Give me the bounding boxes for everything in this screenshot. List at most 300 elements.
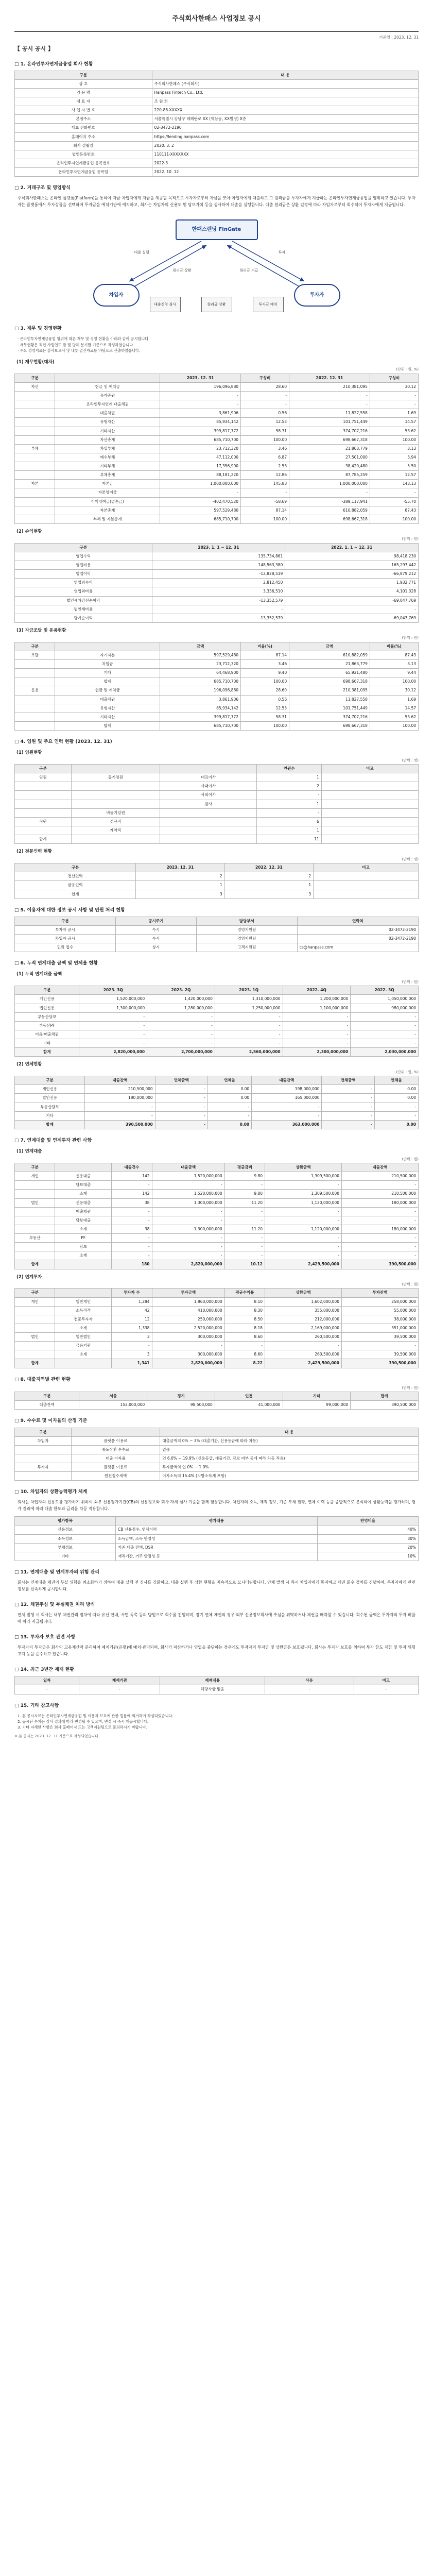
table-row — [15, 1526, 419, 1534]
table-cell: 투자자 공시 — [15, 925, 116, 934]
column-header: 평균수익률 — [224, 1289, 265, 1297]
table-cell: 355,000,000 — [265, 1306, 342, 1315]
table-cell — [15, 471, 55, 480]
column-header: 투자금액 — [152, 1289, 224, 1297]
table-cell: - — [265, 1243, 342, 1251]
table-cell: 등기임원 — [71, 773, 160, 782]
table-cell: 53.62 — [370, 713, 418, 721]
table-cell: 101,751,449 — [289, 704, 370, 713]
table-cell: 2022-3 — [152, 159, 418, 167]
column-header: 구분 — [15, 917, 116, 925]
table-row — [15, 1685, 419, 1694]
table-cell: 정규직 — [71, 817, 160, 826]
table-cell: 3 — [224, 890, 313, 899]
column-header: 구분 — [15, 1163, 55, 1172]
table-head-row — [15, 917, 419, 925]
s7-title: □ 7. 연계대출 및 연계투자 관련 사항 — [14, 1138, 92, 1143]
table-cell: 0.00 — [207, 1094, 251, 1103]
table-cell: - — [85, 1103, 155, 1111]
balance-table — [14, 374, 419, 524]
total-cell: 390,500,000 — [85, 1120, 155, 1129]
table-cell: 합계 — [15, 835, 72, 844]
table-cell: 58.31 — [241, 427, 289, 435]
table-cell — [15, 506, 55, 515]
table-cell: 고객지원팀 — [196, 943, 297, 952]
table-cell: 210,500,000 — [341, 1190, 418, 1198]
cumulative-loan-body — [15, 995, 419, 1057]
t5-unit: (단위 : 명) — [402, 857, 419, 861]
column-header: 2023. 12. 31 — [160, 374, 241, 382]
total-cell: 합계 — [15, 1120, 85, 1129]
table-cell: 8.60 — [224, 1350, 265, 1359]
column-header: 대출잔액 — [341, 1163, 418, 1172]
table-cell — [15, 695, 55, 704]
table-row — [15, 660, 419, 669]
sanction-body — [15, 1685, 419, 1694]
t7-unit: (단위 : 원, %) — [396, 1070, 419, 1074]
t9-unit: (단위 : 원) — [402, 1282, 419, 1286]
column-header: 구분 — [15, 642, 55, 651]
table-cell: - — [152, 1243, 224, 1251]
table-cell: 12.53 — [241, 704, 289, 713]
table-cell: 02-3472-2190 — [297, 935, 418, 943]
column-header: 구분 — [15, 863, 136, 872]
table-cell: 410,000,000 — [152, 1306, 224, 1315]
table-cell: - — [160, 392, 241, 400]
table-row — [15, 890, 419, 899]
base-date: 기준일 : 2023. 12. 31 — [379, 35, 419, 40]
table-cell: 연 6.0% ~ 19.9% (신용등급, 대출기간, 담보 여부 등에 따라 차등 적용) — [160, 1454, 419, 1463]
table-cell: 유가증권 — [55, 392, 160, 400]
column-header: 제재기관 — [79, 1676, 160, 1685]
table-cell: 어음·매출채권 — [15, 1030, 79, 1039]
table-cell: 당기순이익 — [15, 614, 152, 622]
table-row — [15, 614, 419, 622]
table-cell: - — [224, 1342, 265, 1350]
table-cell: 27,501,000 — [289, 453, 370, 462]
table-row — [15, 480, 419, 488]
table-cell: 개인신용 — [15, 995, 79, 1004]
table-row — [15, 1315, 419, 1324]
table-cell: - — [147, 1030, 215, 1039]
table-cell: 399,817,772 — [160, 713, 241, 721]
s11-paragraph: 회사는 연계대출 채권의 부실 위험을 최소화하기 위하여 대출 실행 전 심사를 강화하고, 대출 실행 후 상환 현황을 지속적으로 모니터링합니다. 연체 발생 시 즉시 차입자에게 통지하고 채권 회수 절차를 진행하며, 투자자에게 관련 정보를 신속하게 공시합니다. — [18, 1580, 415, 1591]
table-cell: 87.14 — [241, 651, 289, 659]
table-cell: - — [370, 400, 418, 409]
table-cell: 3.94 — [370, 453, 418, 462]
table-cell: - — [112, 1207, 152, 1216]
s8-unit: (단위 : 원) — [402, 1385, 419, 1390]
t9-sub: (2) 연계투자 — [16, 1274, 42, 1280]
s7-unit: (단위 : 원) — [402, 1157, 419, 1161]
company-info-table — [14, 71, 419, 177]
table-cell: 상 호 — [15, 79, 152, 88]
table-cell: - — [152, 1342, 224, 1350]
table-cell: 1,420,000,000 — [147, 995, 215, 1004]
table-cell: - — [215, 1012, 283, 1021]
table-row — [15, 1324, 419, 1332]
table-row — [15, 695, 419, 704]
table-row — [15, 1454, 419, 1463]
table-row — [15, 1445, 419, 1454]
column-header — [160, 765, 257, 773]
table-head-row — [15, 1517, 419, 1526]
table-cell: 258,000,000 — [341, 1297, 418, 1306]
table-cell — [15, 826, 72, 835]
table-cell — [15, 800, 72, 808]
table-cell: 담보대출 — [55, 1216, 112, 1225]
table-row — [15, 1401, 419, 1410]
table-cell: - — [252, 1103, 322, 1111]
table-cell: 직원 — [15, 817, 72, 826]
table-row — [15, 713, 419, 721]
column-header: 금액 — [160, 642, 241, 651]
column-header: 평가내용 — [116, 1517, 318, 1526]
fee-table — [14, 1428, 419, 1481]
table-cell: 3 — [112, 1350, 152, 1359]
table-cell: 21,863,779 — [289, 660, 370, 669]
table-cell — [15, 488, 55, 497]
t2-sub: (2) 손익현황 — [16, 529, 42, 534]
t3-unit: (단위 : 원) — [402, 636, 419, 640]
table-cell: 85,934,142 — [160, 704, 241, 713]
table-cell — [15, 462, 55, 471]
column-header: 상환금액 — [265, 1163, 342, 1172]
table-cell: 사 업 자 번 호 — [15, 106, 152, 115]
column-header: 합계 — [351, 1392, 419, 1401]
table-head-row — [15, 1289, 419, 1297]
funding-table — [14, 642, 419, 731]
table-cell: 자본 — [15, 480, 55, 488]
table-row — [15, 651, 419, 659]
table-cell: 2,169,000,000 — [265, 1324, 342, 1332]
th: 구분 — [15, 71, 152, 79]
table-cell: - — [79, 1685, 160, 1694]
table-cell: 담보대출 — [55, 1181, 112, 1190]
table-cell: 투자금액의 연 0% ~ 1.0% — [160, 1463, 419, 1472]
table-cell: 법인신용 — [15, 1094, 85, 1103]
table-cell: - — [241, 488, 289, 497]
total-cell: 0.00 — [207, 1120, 251, 1129]
s10-paragraph: 회사는 차입자의 신용도를 평가하기 위하여 외부 신용평가기관(CB)의 신용정보와 회사 자체 심사 기준을 함께 활용합니다. 차입자의 소득, 재직 정보, 기존 부채 현황, 연체 이력 등을 종합적으로 분석하여 상환능력을 평가하며, 평가 결과에 따라 대출 한도와 금리를 차등 적용합니다. — [18, 1500, 415, 1511]
table-cell: 685,710,700 — [160, 721, 241, 730]
table-cell: 1,520,000,000 — [152, 1172, 224, 1181]
column-header: 인천 — [215, 1392, 283, 1401]
column-header: 2023. 2Q — [147, 986, 215, 995]
column-header: 구성비 — [370, 374, 418, 382]
total-cell: 2,820,000,000 — [152, 1359, 224, 1368]
table-cell: 698,667,318 — [289, 515, 370, 523]
table-cell: - — [79, 1012, 147, 1021]
table-cell: 전산인력 — [15, 872, 136, 881]
t1-unit: (단위 : 원, %) — [396, 367, 419, 372]
table-cell: 현금 및 예치금 — [55, 686, 160, 695]
table-cell — [15, 400, 55, 409]
table-row — [15, 570, 419, 579]
officer-table — [14, 764, 419, 844]
column-header: 평균금리 — [224, 1163, 265, 1172]
table-cell: 685,710,700 — [160, 515, 241, 523]
table-cell: 198,000,000 — [252, 1085, 322, 1094]
table-cell: 02-3472-2190 — [152, 124, 418, 132]
column-header: 2022. 12. 31 — [289, 374, 370, 382]
table-cell: 11 — [257, 835, 321, 844]
table-cell: -69,047,769 — [285, 596, 419, 605]
table-row — [15, 800, 419, 808]
table-cell: 영 문 명 — [15, 88, 152, 97]
table-row — [15, 704, 419, 713]
table-cell: 유형자산 — [55, 704, 160, 713]
doc-title: 주식회사한패스 사업정보 공시 — [14, 9, 419, 32]
fee-body — [15, 1436, 419, 1481]
total-cell — [55, 1359, 112, 1368]
officer-body — [15, 773, 419, 844]
table-cell — [321, 800, 418, 808]
investor-node: 투자자 — [294, 284, 340, 307]
table-row — [15, 1190, 419, 1198]
table-cell: - — [224, 1243, 265, 1251]
table-cell — [71, 835, 160, 844]
total-cell: 2,300,000,000 — [283, 1048, 351, 1057]
column-header: 평가항목 — [15, 1517, 116, 1526]
table-row — [15, 418, 419, 427]
table-cell: 3,861,906 — [160, 409, 241, 418]
table-row — [15, 515, 419, 523]
column-header: 구분 — [15, 1392, 79, 1401]
table-cell: - — [112, 1342, 152, 1350]
table-cell: 자본총계 — [55, 506, 160, 515]
table-cell: 64,468,900 — [160, 669, 241, 677]
table-cell: - — [265, 1342, 342, 1350]
table-row — [15, 115, 419, 124]
table-cell: 4,101,328 — [285, 587, 419, 596]
table-row — [15, 1111, 419, 1120]
table-cell: - — [160, 488, 241, 497]
table-cell — [15, 435, 55, 444]
table-head-row — [15, 863, 419, 872]
t3-sub: (3) 자금조달 및 운용현황 — [16, 628, 66, 633]
total-cell: 합계 — [15, 1260, 55, 1269]
table-row — [15, 1030, 419, 1039]
table-row — [15, 1251, 419, 1260]
table-cell: 0.56 — [241, 695, 289, 704]
table-row — [15, 168, 419, 177]
table-cell: - — [112, 1251, 152, 1260]
table-cell — [71, 800, 160, 808]
table-cell: 주식회사한패스 (주식회사) — [152, 79, 418, 88]
column-header: 연락처 — [297, 917, 418, 925]
note-line: 1. 본 공시자료는 온라인투자연계금융업 및 이용자 보호에 관한 법률에 의거하여 작성되었습니다. — [18, 1713, 174, 1718]
table-head-row — [15, 1392, 419, 1401]
column-header: 2023. 3Q — [79, 986, 147, 995]
column-header: 2023. 1Q — [215, 986, 283, 995]
table-cell: 85,934,142 — [160, 418, 241, 427]
table-cell: 1,284 — [112, 1297, 152, 1306]
table-cell: - — [112, 1216, 152, 1225]
table-cell: 47,112,000 — [160, 453, 241, 462]
table-row — [15, 1181, 419, 1190]
table-cell: 3.46 — [241, 444, 289, 453]
table-cell — [15, 1342, 55, 1350]
table-cell: 소득금액, 소득 안정성 — [116, 1534, 318, 1543]
repayment-box: 원리금 상환 — [201, 297, 232, 312]
table-cell: 감사 — [160, 800, 257, 808]
s4-sub: (1) 임원현황 — [16, 750, 42, 756]
table-cell: 전문투자자 — [55, 1315, 112, 1324]
table-cell — [15, 427, 55, 435]
table-cell: 1,602,000,000 — [265, 1297, 342, 1306]
table-cell: 42 — [112, 1306, 152, 1315]
table-cell: 30.12 — [370, 382, 418, 391]
table-cell: 597,529,480 — [160, 506, 241, 515]
table-row — [15, 435, 419, 444]
table-cell: 39,500,000 — [341, 1333, 418, 1342]
table-cell: 390,500,000 — [351, 1401, 419, 1410]
table-row — [15, 1021, 419, 1030]
table-cell: 2,520,000,000 — [152, 1324, 224, 1332]
column-header: 상환금액 — [265, 1289, 342, 1297]
table-cell: - — [374, 1103, 418, 1111]
table-cell: -58.69 — [241, 497, 289, 506]
table-row — [15, 1094, 419, 1103]
s14-title: □ 14. 최근 3년간 제재 현황 — [14, 1667, 74, 1673]
table-row — [15, 453, 419, 462]
table-cell — [15, 721, 55, 730]
table-cell: 38 — [112, 1225, 152, 1233]
funding-body — [15, 651, 419, 730]
table-cell — [160, 826, 257, 835]
table-cell: 0.00 — [374, 1094, 418, 1103]
table-cell: 143.13 — [370, 480, 418, 488]
table-cell: 소계 — [55, 1225, 112, 1233]
table-row — [15, 497, 419, 506]
table-cell — [15, 453, 55, 462]
column-header — [71, 1428, 160, 1436]
table-row — [15, 1004, 419, 1012]
s6-sub: (1) 누적 연계대출 금액 — [16, 972, 62, 977]
table-cell: - — [265, 1181, 342, 1190]
table-cell: - — [152, 1234, 224, 1243]
total-cell: 2,030,000,000 — [351, 1048, 419, 1057]
table-cell: 원천징수세액 — [71, 1472, 160, 1481]
table-cell — [321, 835, 418, 844]
table-cell: - — [370, 488, 418, 497]
table-cell: 경영지원팀 — [196, 935, 297, 943]
column-header: 반영비율 — [318, 1517, 419, 1526]
table-row — [15, 1306, 419, 1315]
table-cell: 100.00 — [241, 677, 289, 686]
table-cell: 88,181,220 — [160, 471, 241, 480]
table-row — [15, 1039, 419, 1048]
table-row — [15, 124, 419, 132]
table-cell: 법인세차감전순이익 — [15, 596, 152, 605]
column-header: 대출금액 — [152, 1163, 224, 1172]
table-cell: 210,500,000 — [85, 1085, 155, 1094]
table-cell: 58.31 — [241, 713, 289, 721]
table-cell: 65,921,480 — [289, 669, 370, 677]
table-cell: 대출채권 — [55, 695, 160, 704]
table-row — [15, 444, 419, 453]
table-cell: 2,812,450 — [152, 579, 285, 587]
table-cell — [321, 782, 418, 791]
s15-notes — [14, 1712, 419, 1731]
table-cell — [15, 1181, 55, 1190]
table-cell: 38,420,480 — [289, 462, 370, 471]
column-header: 2023. 1. 1 ~ 12. 31 — [152, 543, 285, 552]
table-cell: - — [285, 605, 419, 614]
table-row — [15, 943, 419, 952]
table-cell: 1,300,000,000 — [79, 1004, 147, 1012]
s10-title: □ 10. 차입자의 상환능력평가 체계 — [14, 1489, 88, 1495]
table-cell — [160, 808, 257, 817]
table-cell: 1,520,000,000 — [79, 995, 147, 1004]
table-cell: 38 — [112, 1198, 152, 1207]
column-header: 비고 — [354, 1676, 418, 1685]
table-cell: 1,120,000,000 — [265, 1225, 342, 1233]
table-cell: 신용정보 — [15, 1526, 116, 1534]
s7-sub: (1) 연계대출 — [16, 1149, 42, 1155]
main-heading: 【 공시 공시 】 — [14, 45, 54, 52]
table-row — [15, 817, 419, 826]
table-cell: - — [289, 400, 370, 409]
table-cell: 부채 — [15, 444, 55, 453]
table-cell: 차입자 — [15, 1436, 72, 1445]
flow-label: 원리금 상환 — [172, 268, 192, 273]
table-cell: 차입자 공시 — [15, 935, 116, 943]
table-row — [15, 579, 419, 587]
column-header — [55, 642, 160, 651]
table-cell: 28.60 — [241, 686, 289, 695]
column-header: 구분 — [15, 1076, 85, 1085]
table-row — [15, 1172, 419, 1181]
table-row — [15, 1436, 419, 1445]
table-row — [15, 1216, 419, 1225]
total-cell: 1,341 — [112, 1359, 152, 1368]
table-row — [15, 382, 419, 391]
column-header: 비고 — [314, 863, 419, 872]
table-cell: 101,751,449 — [289, 418, 370, 427]
column-header: 대출건수 — [112, 1163, 152, 1172]
table-cell: - — [215, 1030, 283, 1039]
column-header: 구분 — [15, 1289, 55, 1297]
table-cell: 합계 — [55, 677, 160, 686]
table-cell: 기타 — [15, 1039, 79, 1048]
s11-title: □ 11. 연계대출 및 연계투자의 위험 관리 — [14, 1569, 99, 1575]
table-cell: - — [155, 1111, 207, 1120]
table-cell: 220-88-XXXXX — [152, 106, 418, 115]
column-header: 제재내용 — [160, 1676, 265, 1685]
table-cell: 플랫폼 이용료 — [71, 1436, 160, 1445]
table-row — [15, 826, 419, 835]
column-header: 경기 — [147, 1392, 215, 1401]
table-cell: 20% — [318, 1543, 419, 1552]
table-cell: 145.83 — [241, 480, 289, 488]
table-cell: 260,500,000 — [265, 1350, 342, 1359]
column-header — [55, 1289, 112, 1297]
column-header: 비고 — [321, 765, 418, 773]
table-cell: 2 — [136, 872, 224, 881]
table-cell: 12.57 — [370, 471, 418, 480]
column-header: 금액 — [289, 642, 370, 651]
total-cell: 합계 — [15, 1048, 79, 1057]
column-header: 비율(%) — [241, 642, 289, 651]
table-cell: 11.20 — [224, 1225, 265, 1233]
table-cell: - — [215, 1039, 283, 1048]
table-cell: 98,500,000 — [147, 1401, 215, 1410]
column-header: 2022. 12. 31 — [224, 863, 313, 872]
table-cell: 165,000,000 — [252, 1094, 322, 1103]
column-header: 대출잔액 — [252, 1076, 322, 1085]
